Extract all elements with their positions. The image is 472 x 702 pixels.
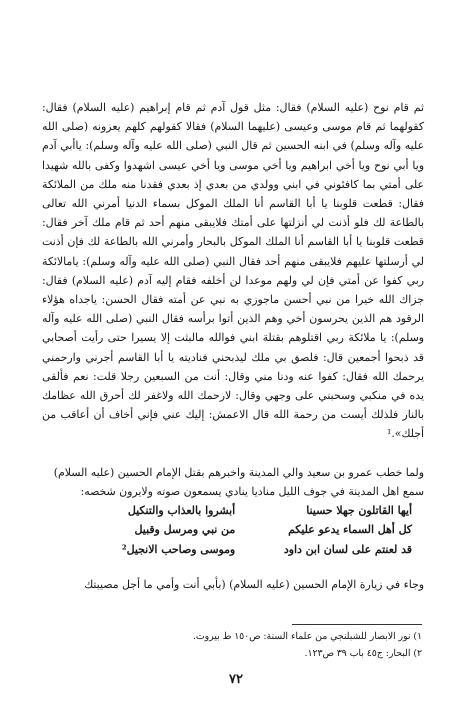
poem-verse [72, 520, 412, 539]
poem-verse [72, 501, 412, 520]
poem-first-hemistich: قد لعنتم على لسان ابن داود [283, 542, 412, 556]
poem-verse [72, 540, 412, 559]
footnote: ١) نور الابصار للشبلنجي من علماء السنة: ص١٥٠ ط بيروت. [192, 631, 422, 642]
page-number: ٧٢ [229, 672, 243, 687]
footnote-divider [292, 624, 422, 625]
poem-second-hemistich: وموسى وصاحب الانجيل² [121, 542, 236, 556]
main-text [42, 98, 424, 444]
poem-intro [42, 463, 424, 501]
closing-line: وجاء في زيارة الإمام الحسين (عليه السلام) (بأبي أنت وأمي ما أجل مصيبتك [84, 578, 424, 591]
footnote: ٢) البحار: ج٤٥ باب ٣٩ ص١٢٣. [304, 648, 422, 659]
poem-second-hemistich: أبشروا بالعذاب والتنكيل [127, 504, 236, 517]
paragraph: ثم قام نوح (عليه السلام) فقال: مثل قول آدم ثم قام إبراهيم (عليه السلام) فقال: كقولهما ثم قام موسى وعيسى (عليهما السلام) فقالا كقولهم كلهم يعزونه (صلى الله عليه وآله وسلم) في ابنه الحسين ثم قال النبي (صلى الله عليه وآله وسلم): ياأبي آدم ويا أبي نوح ويا أخي ابراهيم ويا أخي موسى ويا أخي عيسى اشهدوا وكفى بالله شهيدا على أمتي بما كافئوني في ابني وولدي من بعدي إذ بعدي فقدنا منه ملك من الملائكة فقال: قطعت قلوبنا يا أبا القاسم أنا الملك الموكل بسماء الدنيا أمرني الله تعالى بالطاعة لك فلو أذنت لي أنزلتها على أمتك فلايبقى منهم أحد ثم قام ملك آخر فقال: قطعت قلوبنا يا أبا القاسم أنا الملك الموكل بالبحار وأمرني الله بالطاعة لك فإن أذنت لي أرسلتها عليهم فلايبقى منهم أحد فقال النبي (صلى الله عليه وآله وسلم): يامالائكة ربي كفوا عن أمتي فإن لي ولهم موعدا لن أخلفه فقام إليه آدم (عليه السلام) فقال: جزاك الله خيرا من نبي أحسن ماجوزي به نبي عن أمته فقال الحسن: ياجداه هؤلاء الرقود هم الذين يحرسون أخي وهم الذين أتوا برأسه فقال النبي (صلى الله عليه وآله وسلم): يا ملائكة ربي اقتلوهم بقتلة ابني فوالله مالبثت إلا يسيرا حتى رأيت أصحابي قد ذبحوا أجمعين قال: فلصق بي ملك ليذبحني فناديته يا أبا القاسم أجرني وارحمني يرحمك الله فقال: كفوا عنه ودنا مني وقال: أنت من السبعين رجلا قلت: نعم فألقى يده في منكبي وسحبني على وجهي وقال: لارحمك الله ولاغفر لك أحرق الله عظامك بالنار فلذلك أيست من رحمة الله قال الاعمش: إليك عني فإني أخاف أن أعاقب من أجلك».¹ [42, 101, 424, 441]
footnotes [42, 628, 422, 662]
poem-second-hemistich: من نبي ومرسل وقبيل [134, 523, 236, 537]
poem-first-hemistich: كل أهل السماء يدعو عليكم [288, 523, 412, 537]
poem-first-hemistich: أيها القاتلون جهلا حسينا [306, 504, 412, 517]
poem-intro-text: ولما خطب عمرو بن سعيد والي المدينة واخبرهم بقتل الإمام الحسين (عليه السلام) سمع اهل المدينة في جوف الليل مناديا ينادي يسمعون صوته ولايرون شخصه: [53, 466, 424, 498]
poem [72, 501, 412, 559]
